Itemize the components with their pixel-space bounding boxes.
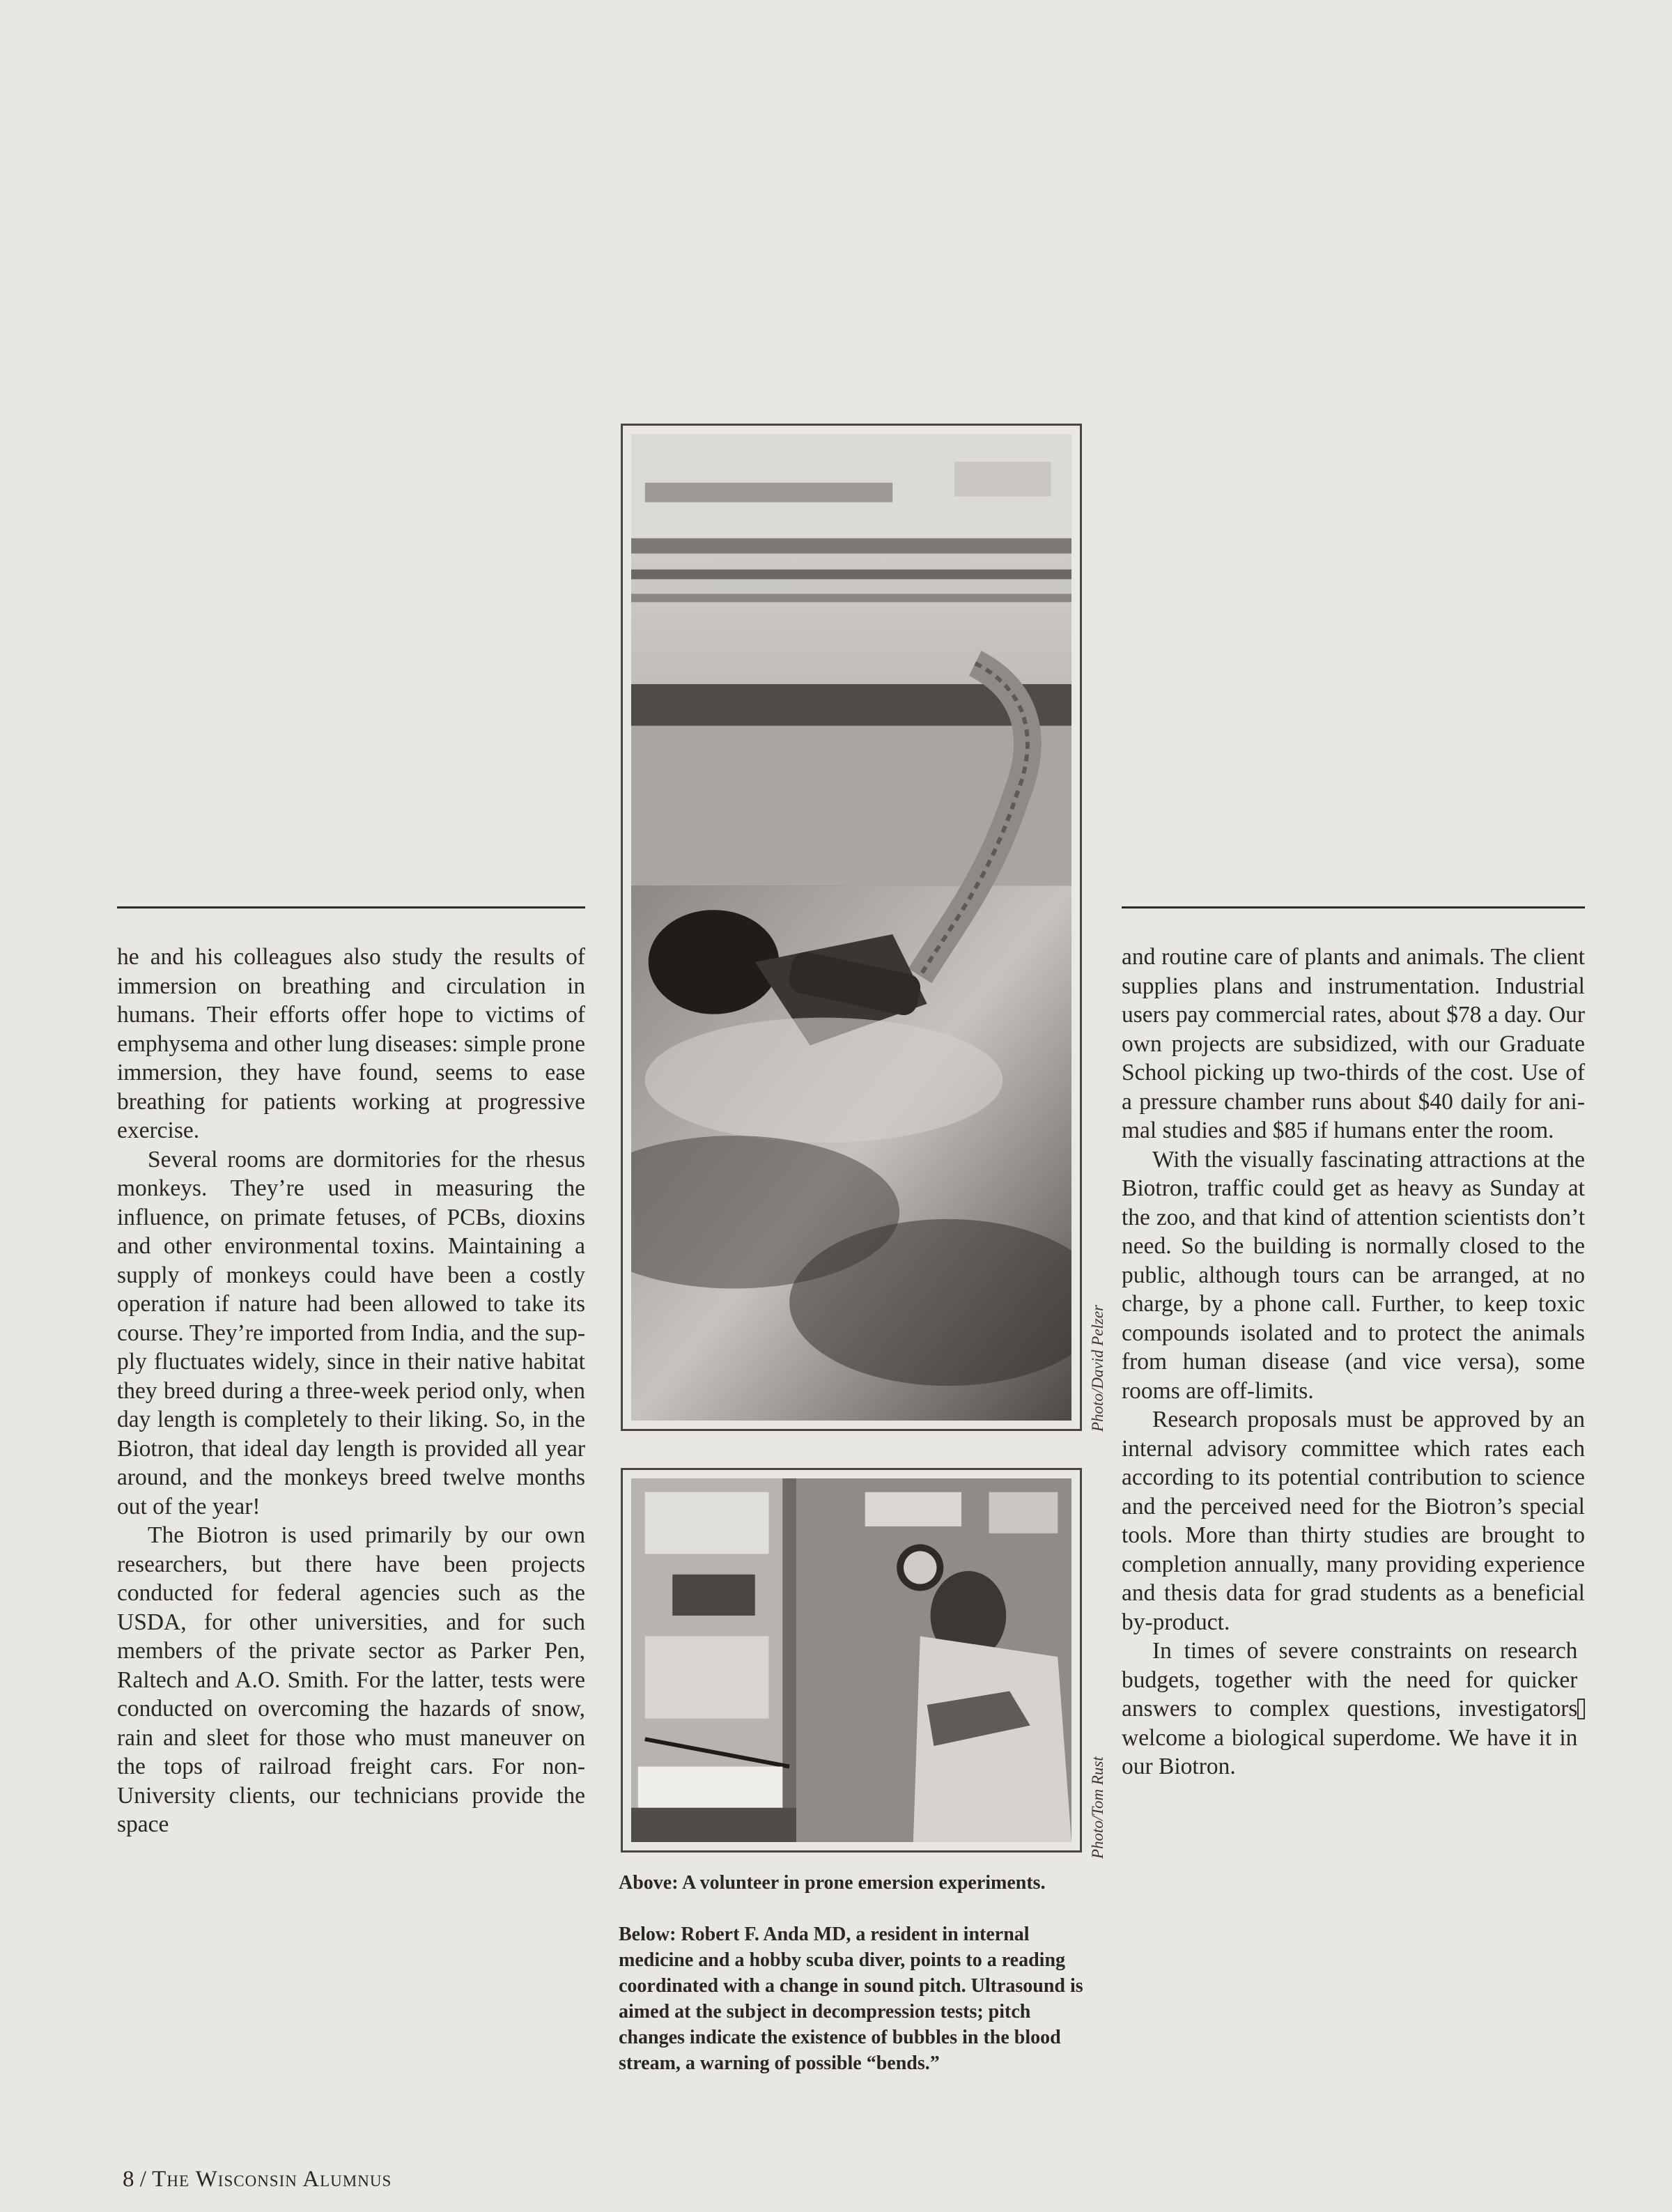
right-paragraph-4 <box>1122 1637 1585 1781</box>
photo-prone-immersion-image <box>631 434 1071 1421</box>
page-footer <box>123 2167 392 2192</box>
end-of-article-mark <box>1577 1699 1585 1719</box>
caption-above: Above: A volunteer in prone emersion experiments. <box>619 1872 1046 1894</box>
photo-ultrasound-researcher-image <box>631 1478 1071 1842</box>
left-paragraph-3: The Biotron is used primarily by our own researchers, but there have been projects conducted for federal agencies such as the USDA, for other universities, and for such members of the private sector as Parker Pen, Raltech and A.O. Smith. For the latter, tests were conducted on overcoming the hazards of snow, rain and sleet for those who must maneuver on the tops of railroad freight cars. For non-University clients, our technicians provide the space <box>117 1522 585 1837</box>
right-paragraph-3: Research proposals must be approved by an internal advisory committee which rates each according to its potential contribution to science and the perceived need for the Biotron’s special tools. More than thirty studies are brought to completion annually, many providing experience and thesis data for grad students as a beneficial by-product. <box>1122 1407 1585 1635</box>
photo-credit-top: Photo/David Pelzer <box>1089 1304 1106 1432</box>
right-column-rule <box>1122 906 1585 908</box>
photo-prone-immersion <box>621 424 1082 1431</box>
right-paragraph-1: and routine care of plants and animals. The client supplies plans and instrumentation. Industrial users pay commercial rates, about $78 a day. Our own projects are subsidized, with our Graduate School picking up two-thirds of the cost. Use of a pressure chamber runs about $40 daily for animal studies and $85 if humans enter the room. <box>1122 944 1585 1143</box>
publication-name: The Wisconsin Alumnus <box>152 2167 392 2192</box>
photo-ultrasound-researcher <box>621 1468 1082 1853</box>
photo-credit-bottom: Photo/Tom Rust <box>1089 1756 1106 1859</box>
right-paragraph-2: With the visually fascinating attractions at the Biotron, traffic could get as heavy as Sunday at the zoo, and that kind of attention scientists don’t need. So the building is normally closed to the public, although tours can be arranged, at no charge, by a phone call. Further, to keep toxic compounds isolated and to protect the animals from human disease (and vice versa), some rooms are off-limits. <box>1122 1146 1585 1404</box>
page-number: 8 / <box>123 2167 146 2192</box>
immersion-photo-graphic <box>631 434 1071 1421</box>
left-column <box>117 943 585 1839</box>
left-column-rule <box>117 906 585 908</box>
photo-captions <box>619 1870 1085 2076</box>
researcher-photo-graphic <box>631 1478 1071 1842</box>
right-paragraph-4-text: In times of severe constraints on research budgets, together with the need for quicker answers to complex questions, investigators welcome a biological superdome. We have it in our Biotron. <box>1122 1638 1578 1779</box>
left-paragraph-2: Several rooms are dormitories for the rhesus monkeys. They’re used in measuring the influence, on primate fetuses, of PCBs, dioxins and other environmental toxins. Maintaining a supply of monkeys could have been a costly operation if nature had been allowed to take its course. They’re imported from India, and the supply fluctuates widely, since in their native habitat they breed during a three-week period only, when day length is completely to their liking. So, in the Biotron, that ideal day length is provided all year around, and the monkeys breed twelve months out of the year! <box>117 1146 585 1519</box>
caption-below: Below: Robert F. Anda MD, a resident in internal medicine and a hobby scuba diver, points to a reading coordinated with a change in sound pitch. Ultrasound is aimed at the subject in decompression tests; pitch changes indicate the existence of bubbles in the blood stream, a warning of possible “bends.” <box>619 1924 1083 2074</box>
left-paragraph-1: he and his colleagues also study the results of immersion on breathing and circulation in humans. Their efforts offer hope to victims of emphysema and other lung diseases: simple prone immersion, they have found, seems to ease breathing for patients working at progressive exercise. <box>117 944 585 1143</box>
right-column <box>1122 943 1585 1781</box>
